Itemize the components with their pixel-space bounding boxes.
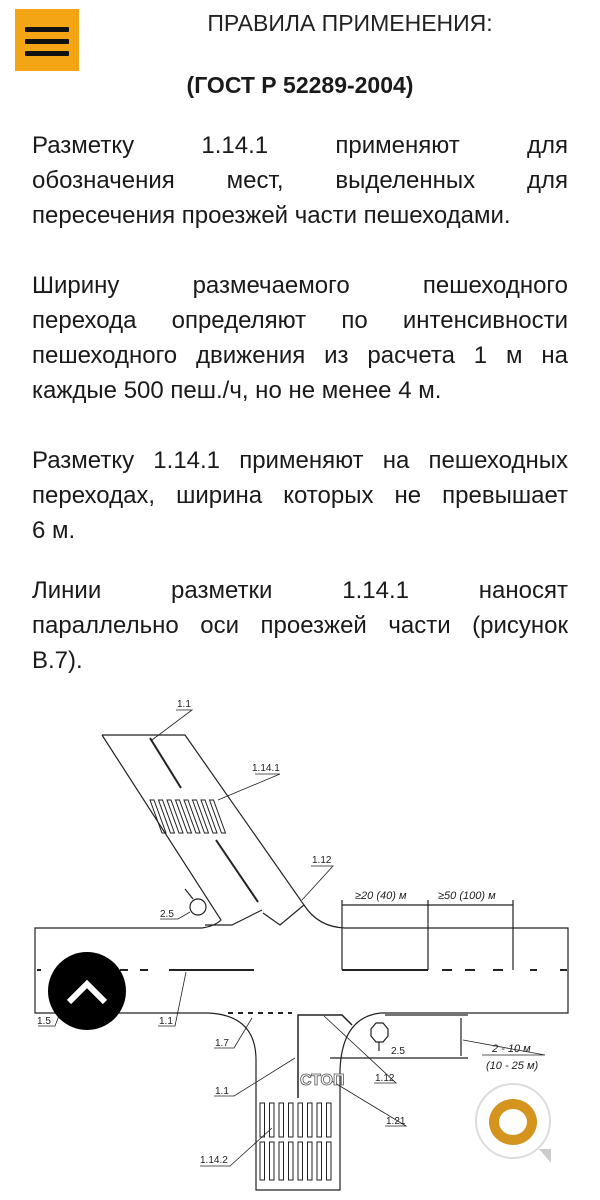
chat-ring-icon	[489, 1099, 537, 1145]
crosswalk-stripe	[317, 1103, 322, 1137]
label-1-1: 1.1	[159, 1016, 173, 1027]
marking-1-1	[150, 738, 181, 788]
label-1-21: 1.21	[386, 1116, 406, 1127]
menu-button[interactable]	[15, 9, 79, 71]
crosswalk-stripe	[176, 800, 192, 833]
label-1-1: 1.1	[177, 699, 191, 710]
label-2-5: 2.5	[391, 1046, 405, 1057]
dimension-50-100: ≥50 (100) м	[438, 890, 496, 902]
label-2-5: 2.5	[160, 909, 174, 920]
crosswalk-stripe	[327, 1103, 332, 1137]
crosswalk-stripe	[298, 1142, 303, 1180]
label-1-5: 1.5	[37, 1016, 51, 1027]
crosswalk-stripe	[327, 1142, 332, 1180]
label-1-12: 1.12	[312, 855, 332, 866]
label-1-7: 1.7	[215, 1038, 229, 1049]
text-line: переходах, ширина которых не превышает	[32, 482, 568, 509]
crosswalk-stripe	[298, 1103, 303, 1137]
page-title: ПРАВИЛА ПРИМЕНЕНИЯ:	[207, 10, 493, 36]
dimension-20-40: ≥20 (40) м	[355, 890, 407, 902]
paragraph-1	[32, 128, 568, 233]
scroll-to-top-button[interactable]	[48, 952, 126, 1030]
crosswalk-stripe	[270, 1103, 275, 1137]
text-line: Разметку 1.14.1 применяют для	[32, 132, 568, 159]
crosswalk-stripe	[279, 1142, 284, 1180]
text-line: каждые 500 пеш./ч, но не менее 4 м.	[32, 377, 442, 404]
crosswalk-stripe	[159, 800, 175, 833]
crosswalk-stripe	[308, 1142, 313, 1180]
text-line: Ширину размечаемого пешеходного	[32, 272, 568, 299]
paragraph-2	[32, 268, 568, 408]
text-line: обозначения мест, выделенных для	[32, 167, 568, 194]
text-line: Линии разметки 1.14.1 наносят	[32, 577, 568, 604]
chat-button[interactable]	[475, 1083, 551, 1159]
label-1-12: 1.12	[375, 1073, 395, 1084]
crosswalk-stripe	[308, 1103, 313, 1137]
paragraph-4	[32, 573, 568, 678]
crosswalk-stripe	[260, 1103, 265, 1137]
text-line: пересечения проезжей части пешеходами.	[32, 202, 511, 229]
crosswalk-stripe	[260, 1142, 265, 1180]
crosswalk-stripe	[210, 800, 226, 833]
chat-tail	[539, 1149, 551, 1163]
dimension-lines	[342, 900, 513, 970]
marking-1-1	[216, 840, 258, 902]
leader-lines	[38, 710, 545, 1166]
text-line: В.7).	[32, 647, 83, 674]
stop-marking-text: СТОП	[300, 1072, 345, 1089]
text-line: Разметку 1.14.1 применяют на пешеходных	[32, 447, 568, 474]
marking-1-12	[205, 910, 262, 925]
paragraph-3	[32, 443, 568, 548]
dimension-2-10: 2 - 10 м	[492, 1043, 531, 1055]
text-line: пешеходного движения из расчета 1 м на	[32, 342, 568, 369]
crosswalk-stripe	[184, 800, 200, 833]
label-1-1: 1.1	[215, 1086, 229, 1097]
page-subtitle: (ГОСТ Р 52289-2004)	[186, 72, 414, 98]
side-road-curve	[304, 905, 345, 928]
crosswalk-stripe	[167, 800, 183, 833]
chevron-up-icon	[65, 972, 109, 1008]
dimension-10-25: (10 - 25 м)	[486, 1060, 539, 1072]
sign-2-5-stop-icon	[371, 1023, 388, 1042]
label-1-14-1: 1.14.1	[252, 763, 280, 774]
sign-post	[185, 889, 193, 899]
crosswalk-1-14-2	[260, 1103, 331, 1180]
sign-2-5-icon	[190, 899, 206, 915]
label-1-14-2: 1.14.2	[200, 1155, 228, 1166]
crosswalk-stripe	[289, 1103, 294, 1137]
crosswalk-stripe	[270, 1142, 275, 1180]
crosswalk-stripe	[150, 800, 166, 833]
crosswalk-stripe	[193, 800, 209, 833]
hamburger-icon	[25, 27, 69, 56]
bottom-road	[208, 1013, 381, 1190]
crosswalk-stripe	[279, 1103, 284, 1137]
text-line: перехода определяют по интенсивности	[32, 307, 568, 334]
crosswalk-stripe	[201, 800, 217, 833]
text-line: 6 м.	[32, 517, 76, 544]
text-line: параллельно оси проезжей части (рисунок	[32, 612, 568, 639]
crosswalk-stripe	[317, 1142, 322, 1180]
crosswalk-stripe	[289, 1142, 294, 1180]
